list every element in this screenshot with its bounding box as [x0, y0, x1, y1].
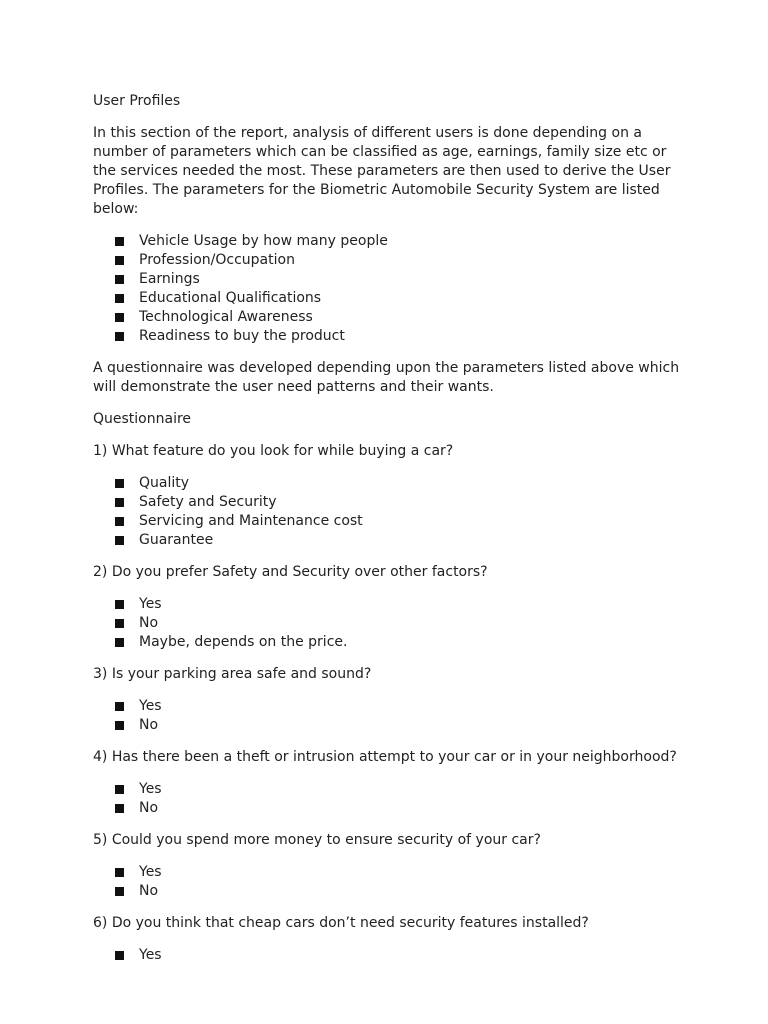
question-4: 4) Has there been a theft or intrusion attempt to your car or in your neighborhood? [93, 749, 677, 765]
square-bullet-icon [115, 868, 124, 877]
list-item: Servicing and Maintenance cost [93, 512, 693, 531]
list-item: Technological Awareness [93, 308, 693, 327]
list-item: Yes [93, 697, 693, 716]
question-5: 5) Could you spend more money to ensure security of your car? [93, 832, 541, 848]
square-bullet-icon [115, 721, 124, 730]
square-bullet-icon [115, 479, 124, 488]
list-item: Yes [93, 946, 693, 965]
list-item: No [93, 716, 693, 735]
question-1-options [93, 474, 693, 550]
square-bullet-icon [115, 498, 124, 507]
question-4-options [93, 780, 693, 818]
square-bullet-icon [115, 887, 124, 896]
section-title: User Profiles [93, 93, 181, 109]
question-3: 3) Is your parking area safe and sound? [93, 666, 372, 682]
question-6: 6) Do you think that cheap cars don’t need security features installed? [93, 915, 589, 931]
square-bullet-icon [115, 785, 124, 794]
list-item: Yes [93, 780, 693, 799]
intro-paragraph: In this section of the report, analysis of different users is done depending on a number of parameters which can be classified as age, earnings, family size etc or the services needed the most. These parameters are then used to derive the User Profiles. The parameters for the Biometric Automobile Security System are listed below: [93, 125, 671, 217]
question-3-options [93, 697, 693, 735]
question-5-options [93, 863, 693, 901]
square-bullet-icon [115, 256, 124, 265]
list-item: Yes [93, 595, 693, 614]
list-item: Readiness to buy the product [93, 327, 693, 346]
list-item: No [93, 614, 693, 633]
square-bullet-icon [115, 536, 124, 545]
list-item: Safety and Security [93, 493, 693, 512]
question-1: 1) What feature do you look for while buying a car? [93, 443, 454, 459]
square-bullet-icon [115, 638, 124, 647]
square-bullet-icon [115, 804, 124, 813]
question-6-options [93, 946, 693, 965]
list-item: Profession/Occupation [93, 251, 693, 270]
questionnaire-intro: A questionnaire was developed depending upon the parameters listed above which will demonstrate the user need patterns and their wants. [93, 360, 680, 395]
square-bullet-icon [115, 619, 124, 628]
list-item: Earnings [93, 270, 693, 289]
list-item: Guarantee [93, 531, 693, 550]
square-bullet-icon [115, 600, 124, 609]
list-item: Vehicle Usage by how many people [93, 232, 693, 251]
list-item: No [93, 882, 693, 901]
list-item: Quality [93, 474, 693, 493]
square-bullet-icon [115, 237, 124, 246]
square-bullet-icon [115, 313, 124, 322]
question-2: 2) Do you prefer Safety and Security over other factors? [93, 564, 488, 580]
square-bullet-icon [115, 275, 124, 284]
list-item: No [93, 799, 693, 818]
document-page [93, 92, 693, 978]
square-bullet-icon [115, 702, 124, 711]
square-bullet-icon [115, 517, 124, 526]
square-bullet-icon [115, 294, 124, 303]
square-bullet-icon [115, 332, 124, 341]
list-item: Educational Qualifications [93, 289, 693, 308]
list-item: Yes [93, 863, 693, 882]
square-bullet-icon [115, 951, 124, 960]
parameters-list [93, 232, 693, 346]
question-2-options [93, 595, 693, 652]
questionnaire-title: Questionnaire [93, 411, 192, 427]
list-item: Maybe, depends on the price. [93, 633, 693, 652]
